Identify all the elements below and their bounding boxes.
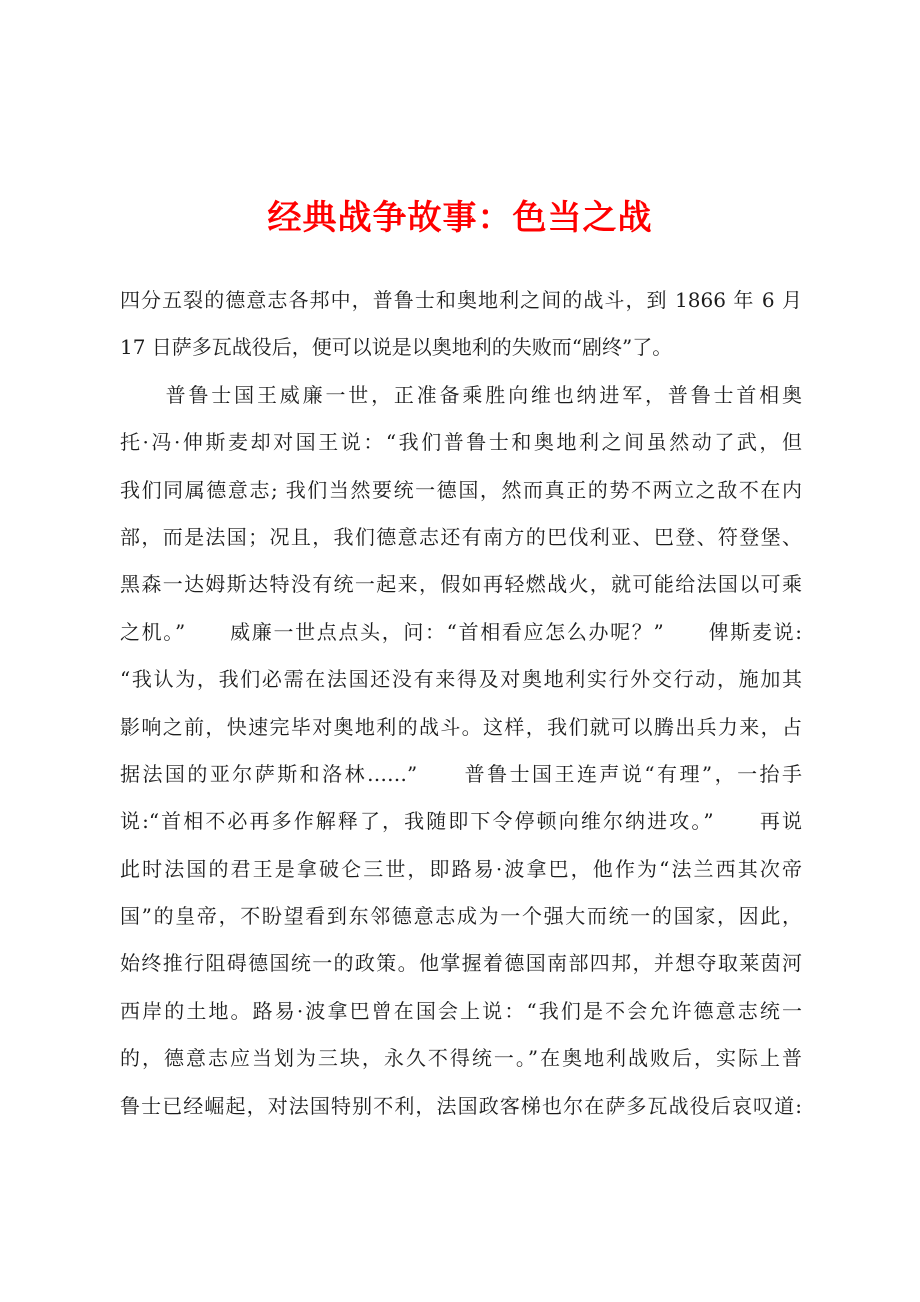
document-title: 经典战争故事：色当之战 [267,198,653,238]
body-line: 始终推行阻碍德国统一的政策。他掌握着德国南部四邦，并想夺取莱茵河 [120,951,802,976]
body-line: 据法国的亚尔萨斯和洛林……” 普鲁士国王连声说“有理”，一抬手 [120,761,802,786]
body-line: 说:“首相不必再多作解释了，我随即下令停顿向维尔纳进攻。” 再说 [120,809,802,834]
document-body [120,277,802,1130]
body-line: 托·冯·伸斯麦却对国王说：“我们普鲁士和奥地利之间虽然动了武，但 [120,430,802,455]
body-line: 鲁士已经崛起，对法国特别不利，法国政客梯也尔在萨多瓦战役后哀叹道: [120,1093,802,1118]
body-line: 西岸的土地。路易·波拿巴曾在国会上说：“我们是不会允许德意志统一 [120,998,802,1023]
body-line: 17 日萨多瓦战役后，便可以说是以奥地利的失败而“剧终”了。 [120,335,673,360]
body-line: 影响之前，快速完毕对奥地利的战斗。这样，我们就可以腾出兵力来，占 [120,714,802,739]
body-line: 此时法国的君王是拿破仑三世，即路易·波拿巴，他作为“法兰西其次帝 [120,856,802,881]
body-line: 我们同属德意志; 我们当然要统一德国，然而真正的势不两立之敌不在内 [120,477,802,502]
body-line: 的，德意志应当划为三块，永久不得统一。”在奥地利战败后，实际上普 [120,1046,802,1071]
body-line: 国”的皇帝，不盼望看到东邻德意志成为一个强大而统一的国家，因此， [120,904,802,929]
body-line: 部，而是法国；况且，我们德意志还有南方的巴伐利亚、巴登、符登堡、 [120,524,802,549]
body-line: 黑森一达姆斯达特没有统一起来，假如再轻燃战火，就可能给法国以可乘 [120,572,802,597]
body-line: 之机。” 威廉一世点点头，问：“首相看应怎么办呢？” 俾斯麦说: [120,619,802,644]
body-line: 四分五裂的德意志各邦中，普鲁士和奥地利之间的战斗，到 1866 年 6 月 [120,288,802,312]
body-line: “我认为，我们必需在法国还没有来得及对奥地利实行外交行动，施加其 [120,667,802,692]
body-line: 普鲁士国王威廉一世，正准备乘胜向维也纳进军，普鲁士首相奥 [120,382,802,407]
